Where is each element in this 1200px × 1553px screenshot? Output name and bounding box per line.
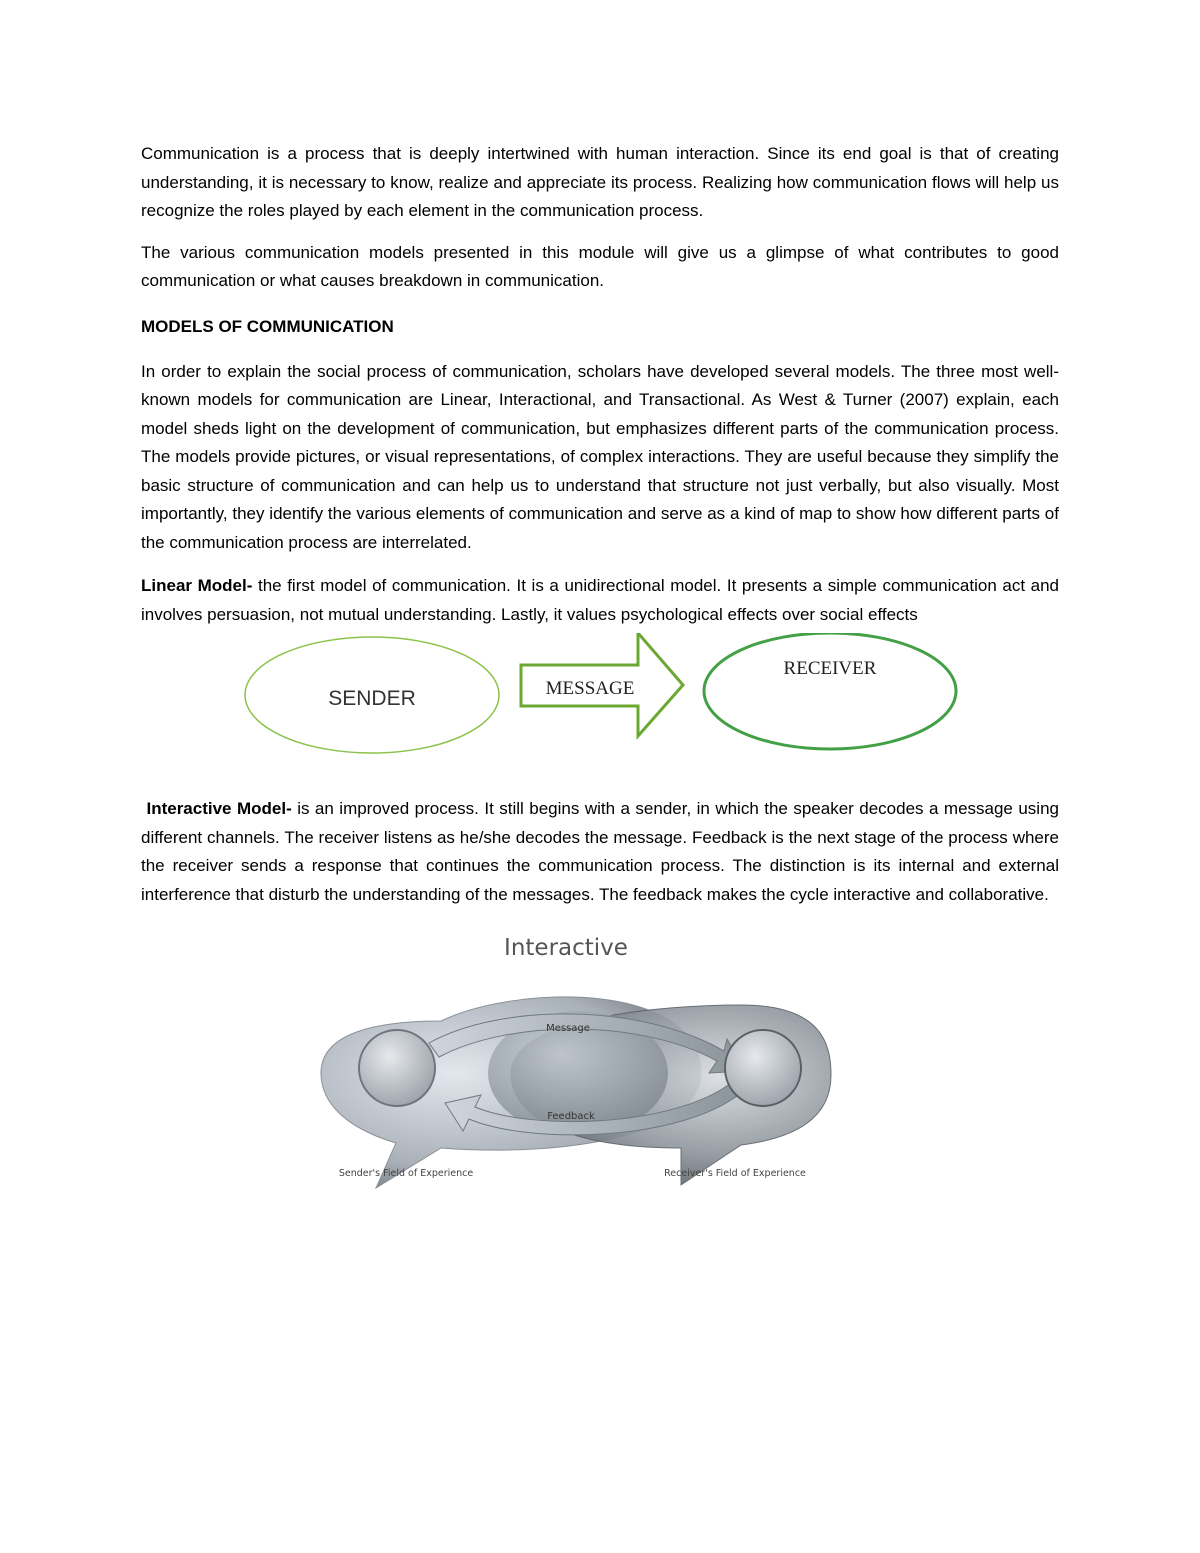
section-heading: MODELS OF COMMUNICATION: [141, 316, 394, 336]
message-flow-label: Message: [546, 1023, 590, 1034]
sender-field-caption: Sender's Field of Experience: [338, 1168, 474, 1179]
interactive-model-figure: [141, 923, 1059, 1193]
linear-model-diagram: [141, 633, 1059, 783]
feedback-flow-label: Feedback: [547, 1111, 595, 1122]
interactive-model-term: Interactive Model-: [146, 799, 292, 818]
models-intro-paragraph: In order to explain the social process of communication, scholars have developed several models. The three most well-known models for communication are Linear, Interactional, and Transactional. As West & Turner (2007) explain, each model sheds light on the development of communication, but emphasizes different parts of the communication process. The models provide pictures, or visual representations, of complex interactions. They are useful because they simplify the basic structure of communication and can help us to understand that structure not just verbally, but also visually. Most importantly, they identify the various elements of communication and serve as a kind of map to show how different parts of the communication process are interrelated.: [141, 361, 1059, 552]
linear-model-term: Linear Model-: [141, 576, 253, 595]
receiver-label: RECEIVER: [783, 658, 877, 679]
receiver-node: [725, 1030, 801, 1106]
figure-title: Interactive: [504, 935, 628, 961]
linear-model-description: the first model of communication. It is a unidirectional model. It presents a simple communication act and involves persuasion, not mutual understanding. Lastly, it values psychological effects over social effects: [141, 576, 1060, 624]
linear-model-paragraph: [141, 572, 1059, 629]
receiver-ellipse: [704, 633, 956, 749]
models-overview-paragraph: The various communication models presented in this module will give us a glimpse of what contributes to good communication or what causes breakdown in communication.: [141, 242, 1059, 290]
sender-label: SENDER: [328, 687, 416, 710]
document-page: [141, 140, 1059, 1193]
interactive-model-paragraph: [141, 795, 1059, 909]
interactive-model-description: is an improved process. It still begins with a sender, in which the speaker decodes a message using different channels. The receiver listens as he/she decodes the message. Feedback is the next stage of the process where the receiver sends a response that continues the communication process. The distinction is its internal and external interference that disturb the understanding of the messages. The feedback makes the cycle interactive and collaborative.: [141, 799, 1059, 904]
message-label: MESSAGE: [545, 678, 635, 699]
receiver-field-caption: Receiver's Field of Experience: [664, 1168, 806, 1179]
sender-node: [359, 1030, 435, 1106]
intro-paragraph: Communication is a process that is deeply intertwined with human interaction. Since its end goal is that of creating understanding, it is necessary to know, realize and appreciate its process. Realizing how communication flows will help us recognize the roles played by each element in the communication process.: [141, 144, 1059, 220]
